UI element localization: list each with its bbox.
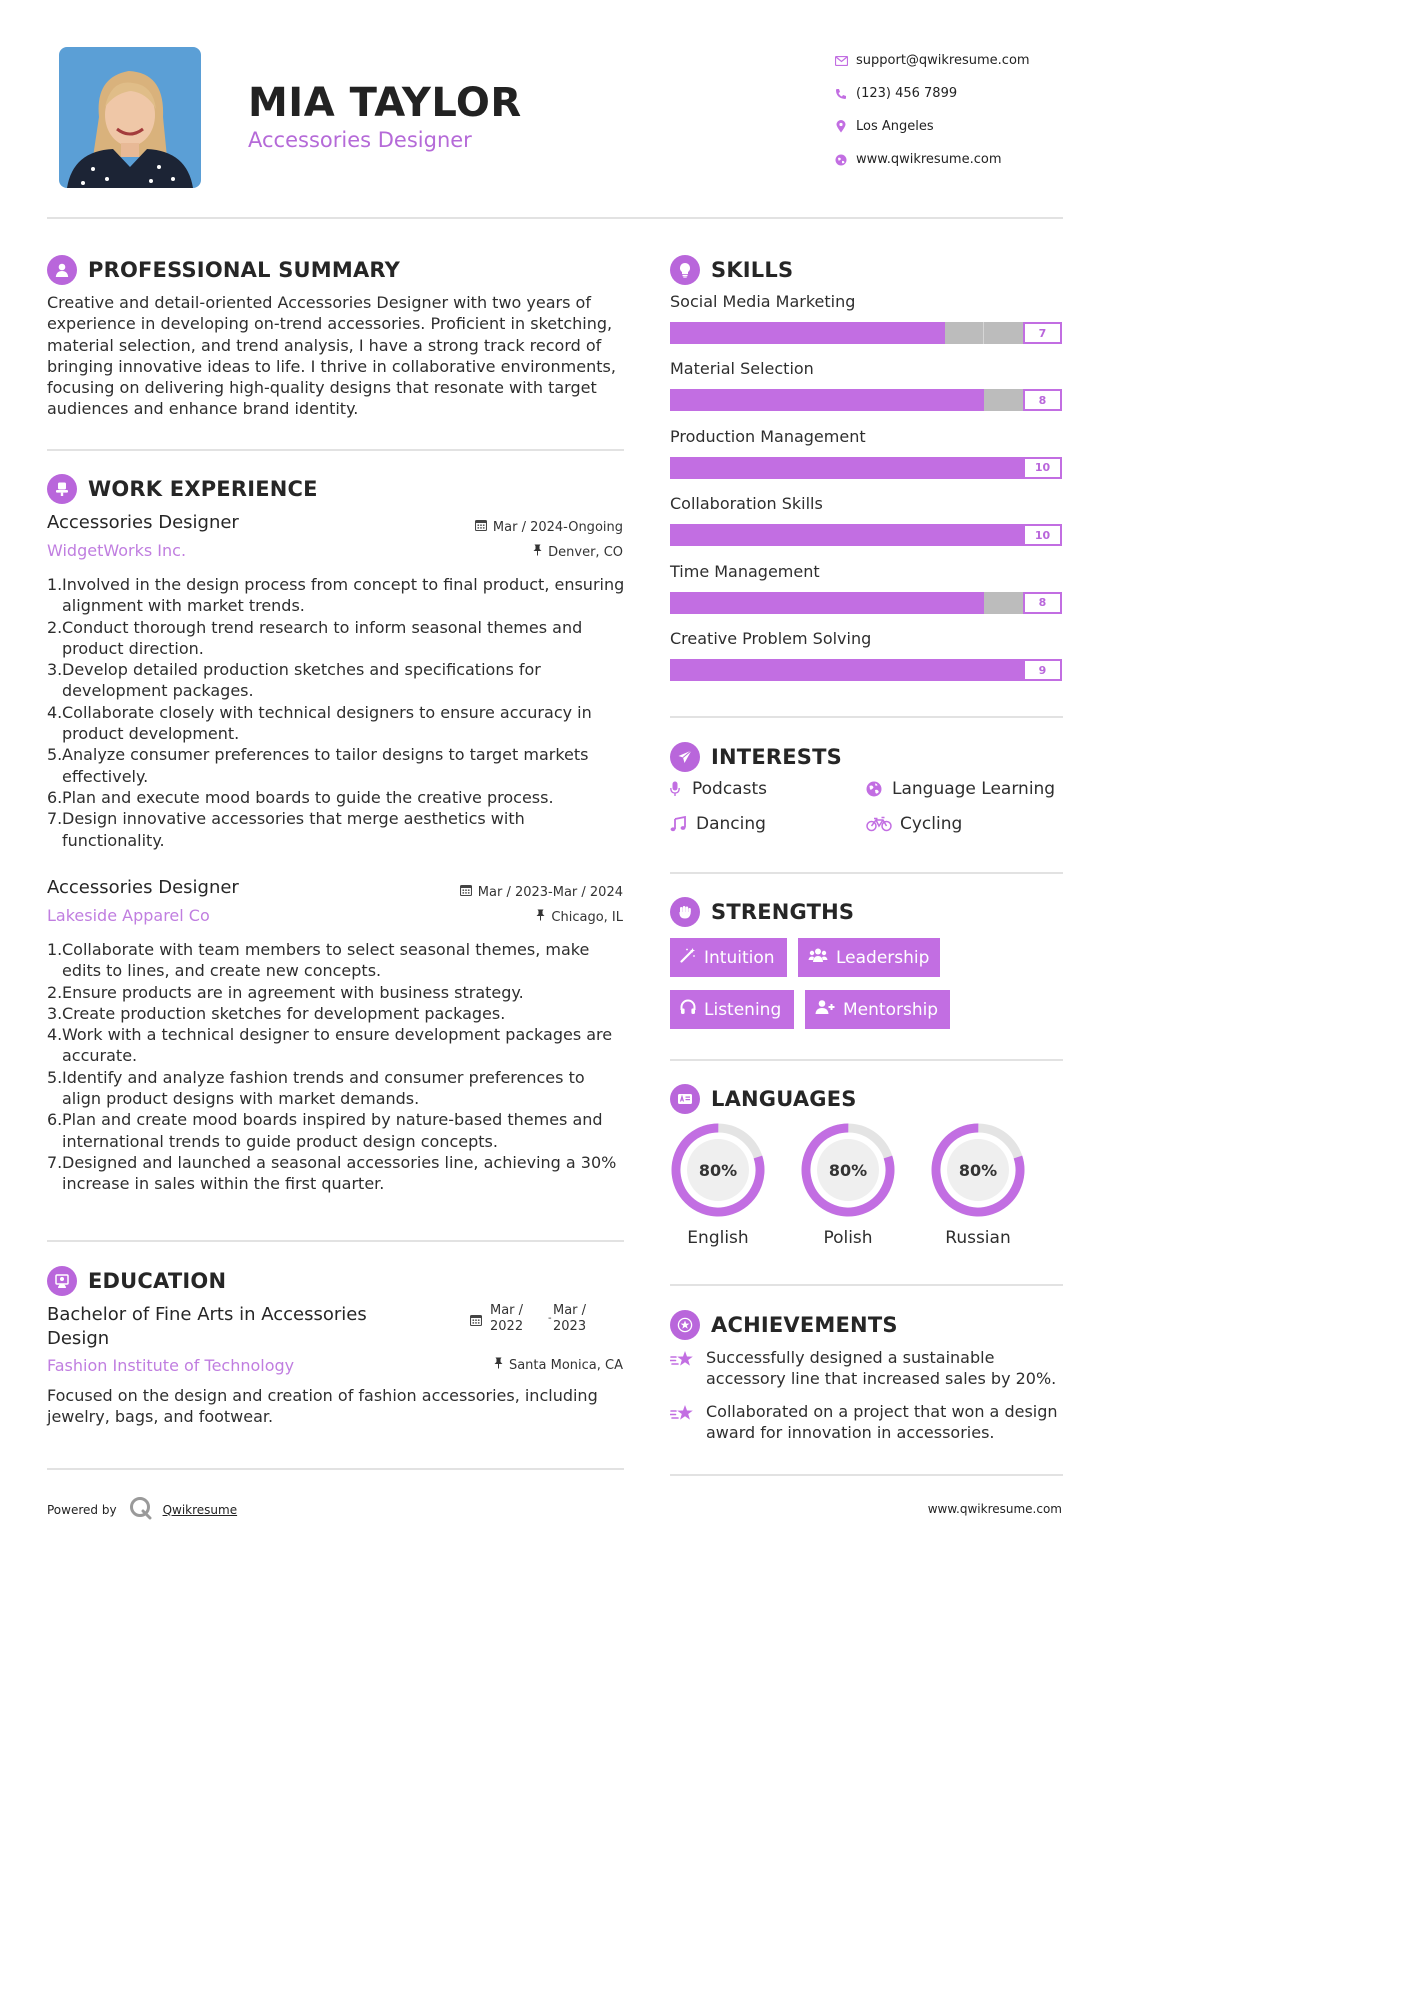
skill-segment-filled xyxy=(866,457,905,479)
duty-item xyxy=(47,808,625,851)
skill-bar xyxy=(670,389,1062,411)
skill-segment-empty xyxy=(945,322,984,344)
duty-text: Work with a technical designer to ensure development packages are accurate. xyxy=(62,1025,613,1066)
candidate-role: Accessories Designer xyxy=(248,128,472,152)
duty-text: Involved in the design process from concept to final product, ensuring alignment with market trends. xyxy=(62,575,625,616)
duty-text: Create production sketches for development packages. xyxy=(62,1003,506,1023)
calendar-icon xyxy=(470,1314,482,1330)
language-item xyxy=(670,1122,766,1252)
strength-badge xyxy=(670,938,787,977)
user-icon xyxy=(47,255,77,285)
language-percent: 80% xyxy=(958,1160,998,1180)
job-title: Accessories Designer xyxy=(47,512,239,533)
footer-website[interactable]: www.qwikresume.com xyxy=(927,1502,1062,1516)
duty-number: 6. xyxy=(47,1110,63,1130)
skills-divider xyxy=(670,716,1063,718)
duty-text: Analyze consumer preferences to tailor designs to target markets effectively. xyxy=(62,745,589,786)
skill-segment-filled xyxy=(827,592,866,614)
lightbulb-icon xyxy=(670,255,700,285)
work-heading xyxy=(47,474,318,504)
pushpin-icon xyxy=(533,544,542,560)
duty-item xyxy=(47,1152,625,1195)
powered-by-text: Powered by xyxy=(47,1502,117,1517)
duty-item xyxy=(47,1067,625,1110)
interest-label: Cycling xyxy=(900,814,963,834)
language-name: Russian xyxy=(945,1228,1011,1248)
skill-segment-filled xyxy=(866,592,905,614)
interest-label: Podcasts xyxy=(692,779,767,799)
pushpin-icon xyxy=(536,909,545,925)
duty-number: 1. xyxy=(47,940,63,959)
summary-text: Creative and detail-oriented Accessories Designer with two years of experience in developing on-trend accessories. Proficient in sketching, material selection, and trend analysis, I have a strong track record of bringing innovative ideas to life. I thrive in collaborative environments, focusing on delivering high-quality designs that resonate with target audiences and enhance brand identity. xyxy=(47,293,616,419)
education-start: Mar / 2022 xyxy=(490,1303,524,1334)
duty-number: 6. xyxy=(47,787,63,807)
skill-score: 10 xyxy=(1023,457,1062,479)
skill-bar xyxy=(670,322,1062,344)
contact-website[interactable] xyxy=(826,143,1030,176)
duty-number: 2. xyxy=(47,617,63,637)
calendar-icon xyxy=(475,519,487,535)
languages-divider xyxy=(670,1284,1063,1286)
duty-text: Develop detailed production sketches and specifications for development packages. xyxy=(62,660,541,701)
skill-bar xyxy=(670,457,1062,479)
contact-email-text: support@qwikresume.com xyxy=(856,53,1030,68)
shooting-star-icon xyxy=(670,1347,706,1390)
summary-heading xyxy=(47,255,400,285)
contact-website-text: www.qwikresume.com xyxy=(856,152,1002,167)
skill-segment-filled xyxy=(788,389,827,411)
skill-segment-filled xyxy=(984,659,1023,681)
duty-number: 4. xyxy=(47,1025,63,1045)
language-card-icon xyxy=(670,1084,700,1114)
skill-segment-filled xyxy=(749,592,788,614)
skill-bar xyxy=(670,524,1062,546)
education-end: Mar / - 2023 xyxy=(548,1303,587,1334)
fist-icon xyxy=(670,897,700,927)
job-duties-list xyxy=(47,939,625,1195)
work-title: WORK EXPERIENCE xyxy=(88,477,318,501)
qwikresume-link[interactable]: Qwikresume xyxy=(162,1502,238,1517)
contact-phone[interactable] xyxy=(826,77,1030,110)
star-badge-icon xyxy=(670,1310,700,1340)
education-location-text: Santa Monica, CA xyxy=(508,1357,623,1373)
paper-plane-icon xyxy=(670,742,700,772)
skill-name: Collaboration Skills xyxy=(670,494,823,514)
achievement-text: Collaborated on a project that won a design award for innovation in accessories. xyxy=(706,1402,1058,1443)
headphones-icon xyxy=(680,999,696,1020)
skill-score: 10 xyxy=(1023,524,1062,546)
contact-list xyxy=(826,44,1030,176)
skill-segment-filled xyxy=(709,322,748,344)
skill-score: 9 xyxy=(1023,659,1062,681)
duty-number: 2. xyxy=(47,982,63,1002)
skill-segment-filled xyxy=(906,659,945,681)
strength-label: Listening xyxy=(704,999,782,1020)
strength-badge xyxy=(798,938,940,977)
skill-segment-filled xyxy=(749,659,788,681)
bicycle-icon xyxy=(866,816,900,832)
duty-item xyxy=(47,574,625,617)
duty-item xyxy=(47,1109,625,1152)
skills-title: SKILLS xyxy=(711,258,794,282)
interest-label: Dancing xyxy=(696,814,766,834)
language-percent: 80% xyxy=(698,1160,738,1180)
duty-text: Designed and launched a seasonal accessories line, achieving a 30% increase in sales within the first quarter. xyxy=(62,1152,617,1194)
skill-segment-filled xyxy=(827,659,866,681)
job-company: Lakeside Apparel Co xyxy=(47,906,210,925)
skill-name: Time Management xyxy=(670,561,820,581)
job-date xyxy=(475,519,623,535)
phone-icon xyxy=(826,88,856,100)
skill-segment-filled xyxy=(906,524,945,546)
music-note-icon xyxy=(670,816,696,832)
interest-label: Language Learning xyxy=(892,779,1056,799)
skill-bar xyxy=(670,659,1062,681)
education-description: Focused on the design and creation of fashion accessories, including jewelry, bags, and footwear. xyxy=(47,1386,598,1427)
interests-heading xyxy=(670,742,842,772)
job-date xyxy=(460,884,623,900)
skill-segment-filled xyxy=(670,659,709,681)
strength-badge xyxy=(670,990,794,1029)
skill-segment-filled xyxy=(749,389,788,411)
summary-divider xyxy=(47,449,624,451)
skill-segment-filled xyxy=(827,457,866,479)
language-name: English xyxy=(687,1228,749,1248)
languages-heading xyxy=(670,1084,857,1114)
header-divider xyxy=(47,217,1063,219)
duty-item xyxy=(47,659,625,702)
skill-segment-filled xyxy=(866,524,905,546)
duty-item xyxy=(47,982,625,1003)
calendar-icon xyxy=(460,884,472,900)
skill-segment-filled xyxy=(906,592,945,614)
skills-heading xyxy=(670,255,793,285)
briefcase-icon xyxy=(47,474,77,504)
skill-segment-filled xyxy=(788,322,827,344)
achievement-item xyxy=(670,1401,1065,1444)
skill-segment-filled xyxy=(984,524,1023,546)
skill-segment-filled xyxy=(906,457,945,479)
job-duties-list xyxy=(47,574,625,851)
user-plus-icon xyxy=(815,999,835,1020)
duty-text: Design innovative accessories that merge aesthetics with functionality. xyxy=(62,809,525,850)
skill-segment-filled xyxy=(945,389,984,411)
qwikresume-logo-icon xyxy=(129,1496,153,1523)
skill-score: 7 xyxy=(1023,322,1062,344)
languages-title: LANGUAGES xyxy=(711,1087,857,1111)
achievement-item xyxy=(670,1347,1065,1390)
achievement-text: Successfully designed a sustainable accessory line that increased sales by 20%. xyxy=(706,1348,1057,1389)
duty-number: 7. xyxy=(47,809,63,829)
duty-item xyxy=(47,702,625,745)
education-location xyxy=(494,1357,623,1373)
skill-segment-filled xyxy=(670,457,709,479)
skill-name: Production Management xyxy=(670,426,866,446)
strength-label: Mentorship xyxy=(843,999,939,1020)
skill-segment-filled xyxy=(788,659,827,681)
education-heading xyxy=(47,1266,226,1296)
skill-segment-empty xyxy=(984,592,1023,614)
interest-item xyxy=(866,814,962,834)
strengths-title: STRENGTHS xyxy=(711,900,855,924)
language-item xyxy=(800,1122,896,1252)
duty-number: 3. xyxy=(47,660,63,680)
skill-segment-filled xyxy=(709,389,748,411)
candidate-name: MIA TAYLOR xyxy=(248,80,522,126)
job-company: WidgetWorks Inc. xyxy=(47,541,187,560)
skill-score: 8 xyxy=(1023,389,1062,411)
skill-segment-filled xyxy=(945,659,984,681)
skill-segment-empty xyxy=(984,322,1023,344)
degree-title: Bachelor of Fine Arts in Accessories Design xyxy=(47,1304,367,1349)
skill-segment-empty xyxy=(984,389,1023,411)
duty-number: 5. xyxy=(47,1067,63,1087)
skill-segment-filled xyxy=(866,389,905,411)
contact-location-text: Los Angeles xyxy=(856,119,934,134)
education-divider xyxy=(47,1468,624,1470)
skill-name: Creative Problem Solving xyxy=(670,629,872,648)
skill-name: Material Selection xyxy=(670,359,814,379)
education-title: EDUCATION xyxy=(88,1269,227,1293)
skill-segment-filled xyxy=(670,524,709,546)
language-name: Polish xyxy=(823,1228,873,1248)
skill-segment-filled xyxy=(827,389,866,411)
skill-segment-filled xyxy=(866,322,905,344)
skill-segment-filled xyxy=(749,524,788,546)
duty-item xyxy=(47,787,625,808)
contact-email[interactable] xyxy=(826,44,1030,77)
skill-name: Social Media Marketing xyxy=(670,292,856,311)
skill-segment-filled xyxy=(945,524,984,546)
language-item xyxy=(930,1122,1026,1252)
job-date-text: Mar / 2023-Mar / 2024 xyxy=(477,884,623,900)
graduation-icon xyxy=(47,1266,77,1296)
duty-text: Ensure products are in agreement with business strategy. xyxy=(62,982,524,1002)
envelope-icon xyxy=(826,56,856,66)
skill-segment-filled xyxy=(827,524,866,546)
summary-title: PROFESSIONAL SUMMARY xyxy=(88,258,401,282)
language-percent: 80% xyxy=(828,1160,868,1180)
skill-segment-filled xyxy=(670,592,709,614)
skill-score: 8 xyxy=(1023,592,1062,614)
duty-text: Collaborate with team members to select seasonal themes, make edits to lines, and create new concepts. xyxy=(62,940,590,981)
skill-segment-filled xyxy=(945,592,984,614)
strengths-divider xyxy=(670,1059,1063,1061)
duty-item xyxy=(47,617,625,660)
globe-icon xyxy=(826,154,856,166)
strength-label: Leadership xyxy=(836,947,930,968)
school-name: Fashion Institute of Technology xyxy=(47,1356,295,1375)
skill-segment-filled xyxy=(670,322,709,344)
strength-label: Intuition xyxy=(704,947,775,968)
skill-segment-filled xyxy=(827,322,866,344)
skill-segment-filled xyxy=(749,322,788,344)
achievements-divider xyxy=(670,1474,1063,1476)
interests-title: INTERESTS xyxy=(711,745,842,769)
pushpin-icon xyxy=(494,1357,503,1373)
skill-segment-filled xyxy=(709,659,748,681)
users-icon xyxy=(808,947,828,968)
strength-badge xyxy=(805,990,950,1029)
skill-segment-filled xyxy=(906,322,945,344)
skill-segment-filled xyxy=(788,524,827,546)
interest-item xyxy=(670,814,766,834)
shooting-star-icon xyxy=(670,1401,706,1444)
duty-text: Collaborate closely with technical designers to ensure accuracy in product development. xyxy=(62,702,592,744)
achievements-title: ACHIEVEMENTS xyxy=(711,1313,898,1337)
location-pin-icon xyxy=(826,120,856,133)
skill-segment-filled xyxy=(709,524,748,546)
skill-segment-filled xyxy=(788,592,827,614)
job-location-text: Chicago, IL xyxy=(551,909,623,925)
duty-number: 5. xyxy=(47,745,63,765)
contact-phone-text: (123) 456 7899 xyxy=(856,86,958,101)
globe-icon xyxy=(866,781,892,797)
skill-segment-filled xyxy=(709,592,748,614)
skill-segment-filled xyxy=(749,457,788,479)
duty-text: Identify and analyze fashion trends and consumer preferences to align product designs with market demands. xyxy=(62,1067,585,1109)
duty-item xyxy=(47,744,625,787)
duty-text: Plan and create mood boards inspired by nature-based themes and international trends to guide product design concepts. xyxy=(62,1110,603,1151)
skill-segment-filled xyxy=(984,457,1023,479)
job-location-text: Denver, CO xyxy=(548,544,623,560)
work-divider xyxy=(47,1240,624,1242)
achievements-heading xyxy=(670,1310,898,1340)
contact-location xyxy=(826,110,1030,143)
profile-photo xyxy=(59,47,201,188)
job-location xyxy=(536,909,623,925)
duty-number: 4. xyxy=(47,702,63,722)
job-title: Accessories Designer xyxy=(47,877,239,898)
skill-bar xyxy=(670,592,1062,614)
skill-segment-filled xyxy=(945,457,984,479)
duty-number: 1. xyxy=(47,575,63,594)
skill-segment-filled xyxy=(709,457,748,479)
duty-text: Conduct thorough trend research to inform seasonal themes and product direction. xyxy=(62,617,583,658)
interests-divider xyxy=(670,872,1063,874)
interest-item xyxy=(866,779,1055,799)
skill-segment-filled xyxy=(906,389,945,411)
job-date-text: Mar / 2024-Ongoing xyxy=(492,519,623,535)
microphone-icon xyxy=(670,781,692,797)
skill-segment-filled xyxy=(670,389,709,411)
skill-segment-filled xyxy=(866,659,905,681)
duty-text: Plan and execute mood boards to guide the creative process. xyxy=(62,787,554,807)
duty-number: 3. xyxy=(47,1003,63,1023)
footer-powered-by xyxy=(47,1496,237,1523)
duty-item xyxy=(47,1024,625,1067)
duty-number: 7. xyxy=(47,1152,63,1172)
skill-segment-filled xyxy=(788,457,827,479)
interest-item xyxy=(670,779,767,799)
duty-item xyxy=(47,1003,625,1024)
strengths-heading xyxy=(670,897,854,927)
magic-wand-icon xyxy=(680,947,696,968)
duty-item xyxy=(47,939,625,982)
job-location xyxy=(533,544,623,560)
